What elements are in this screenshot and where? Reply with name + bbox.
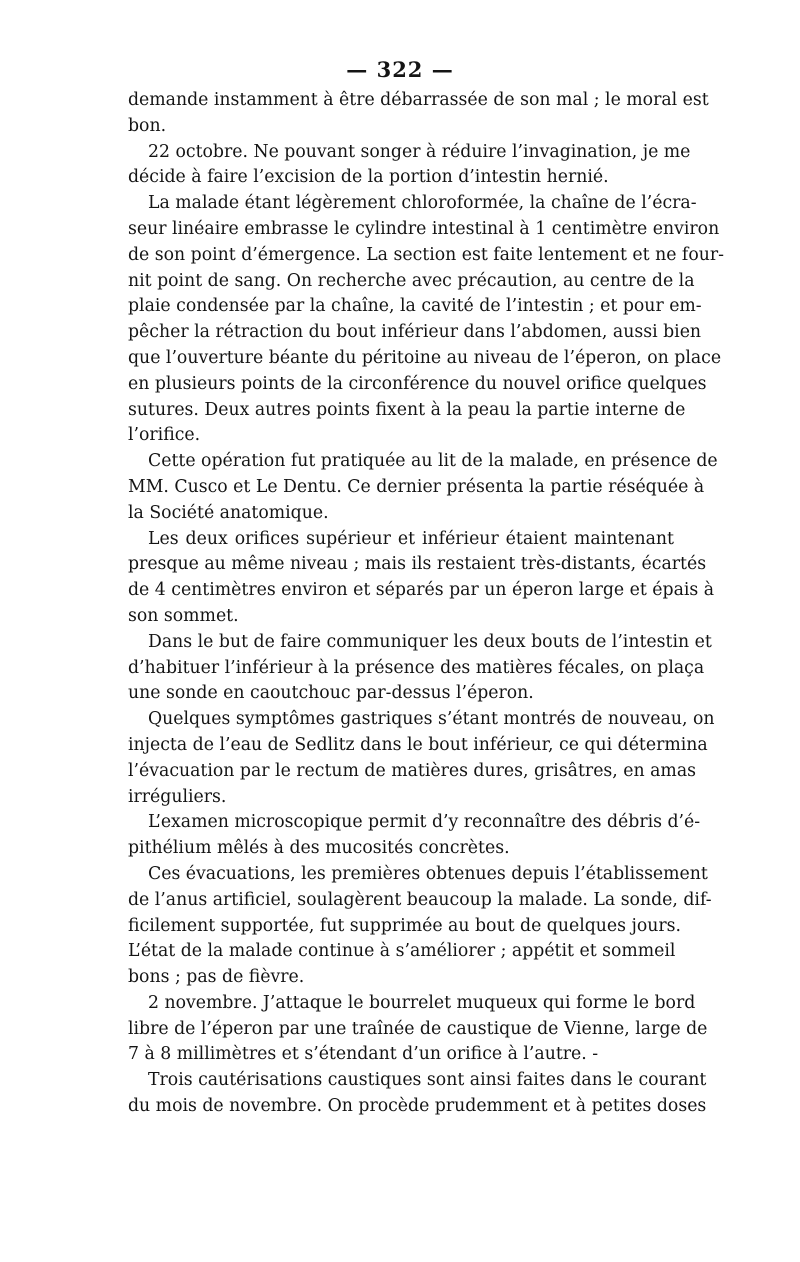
text-line: pithélium mêlés à des mucosités concrètes.: [128, 838, 510, 859]
text-line: ficilement supportée, fut supprimée au bout de quelques jours.: [128, 915, 682, 936]
text-line: demande instamment à être débarrassée de son mal ; le moral est: [128, 90, 709, 110]
text-line: de son point d’émergence. La section est faite lentement et ne four-: [128, 244, 724, 265]
text-line: que l’ouverture béante du péritoine au niveau de l’éperon, on place: [128, 347, 722, 368]
text-line: MM. Cusco et Le Dentu. Ce dernier présenta la partie réséquée à: [128, 476, 705, 497]
text-line: La malade étant légèrement chloroformée, la chaîne de l’écra-: [148, 193, 697, 214]
text-line: de 4 centimètres environ et séparés par un éperon large et épais à: [128, 580, 715, 601]
text-line: la Société anatomique.: [128, 502, 329, 523]
text-line: du mois de novembre. On procède prudemment et à petites doses: [128, 1096, 707, 1117]
text-line: Cette opération fut pratiquée au lit de la malade, en présence de: [148, 451, 718, 472]
text-line: L’état de la malade continue à s’améliorer ; appétit et sommeil: [128, 941, 676, 962]
text-line: presque au même niveau ; mais ils restaient très-distants, écartés: [128, 554, 707, 575]
text-line: Dans le but de faire communiquer les deux bouts de l’intestin et: [148, 631, 712, 652]
text-line: sutures. Deux autres points fixent à la peau la partie interne de: [128, 399, 686, 420]
text-line: pêcher la rétraction du bout inférieur dans l’abdomen, aussi bien: [128, 322, 702, 343]
text-line: en plusieurs points de la circonférence du nouvel orifice quelques: [128, 373, 707, 394]
text-line: une sonde en caoutchouc par-dessus l’éperon.: [128, 683, 534, 704]
text-line: 7 à 8 millimètres et s’étendant d’un orifice à l’autre. -: [128, 1044, 599, 1065]
page-number: — 322 —: [346, 57, 454, 82]
text-line: libre de l’éperon par une traînée de caustique de Vienne, large de: [128, 1018, 708, 1039]
text-line: l’évacuation par le rectum de matières dures, grisâtres, en amas: [128, 760, 696, 781]
text-line: bon.: [128, 115, 167, 136]
text-line: injecta de l’eau de Sedlitz dans le bout inférieur, ce qui détermina: [128, 734, 708, 755]
text-line: L’examen microscopique permit d’y reconnaître des débris d’é-: [148, 812, 701, 833]
text-line: irréguliers.: [128, 786, 227, 807]
text-line: nit point de sang. On recherche avec précaution, au centre de la: [128, 270, 695, 291]
text-line: l’orifice.: [128, 425, 201, 446]
text-line: Trois cautérisations caustiques sont ainsi faites dans le courant: [148, 1070, 707, 1091]
text-line: plaie condensée par la chaîne, la cavité de l’intestin ; et pour em-: [128, 296, 702, 317]
text-line: Quelques symptômes gastriques s’étant montrés de nouveau, on: [148, 709, 715, 730]
text-line: d’habituer l’inférieur à la présence des matières fécales, on plaça: [128, 657, 705, 678]
text-line: de l’anus artificiel, soulagèrent beaucoup la malade. La sonde, dif-: [128, 889, 712, 910]
text-line: 2 novembre. J’attaque le bourrelet muqueux qui forme le bord: [148, 992, 696, 1013]
text-line: 22 octobre. Ne pouvant songer à réduire l’invagination, je me: [148, 141, 691, 162]
body-text: [128, 88, 724, 1120]
text-line: décide à faire l’excision de la portion d’intestin hernié.: [128, 167, 609, 188]
text-line: Les deux orifices supérieur et inférieur étaient maintenant: [148, 528, 674, 549]
text-line: Ces évacuations, les premières obtenues depuis l’établissement: [148, 863, 708, 884]
text-line: bons ; pas de fièvre.: [128, 967, 305, 988]
text-line: son sommet.: [128, 605, 239, 626]
text-line: seur linéaire embrasse le cylindre intestinal à 1 centimètre environ: [128, 218, 720, 239]
